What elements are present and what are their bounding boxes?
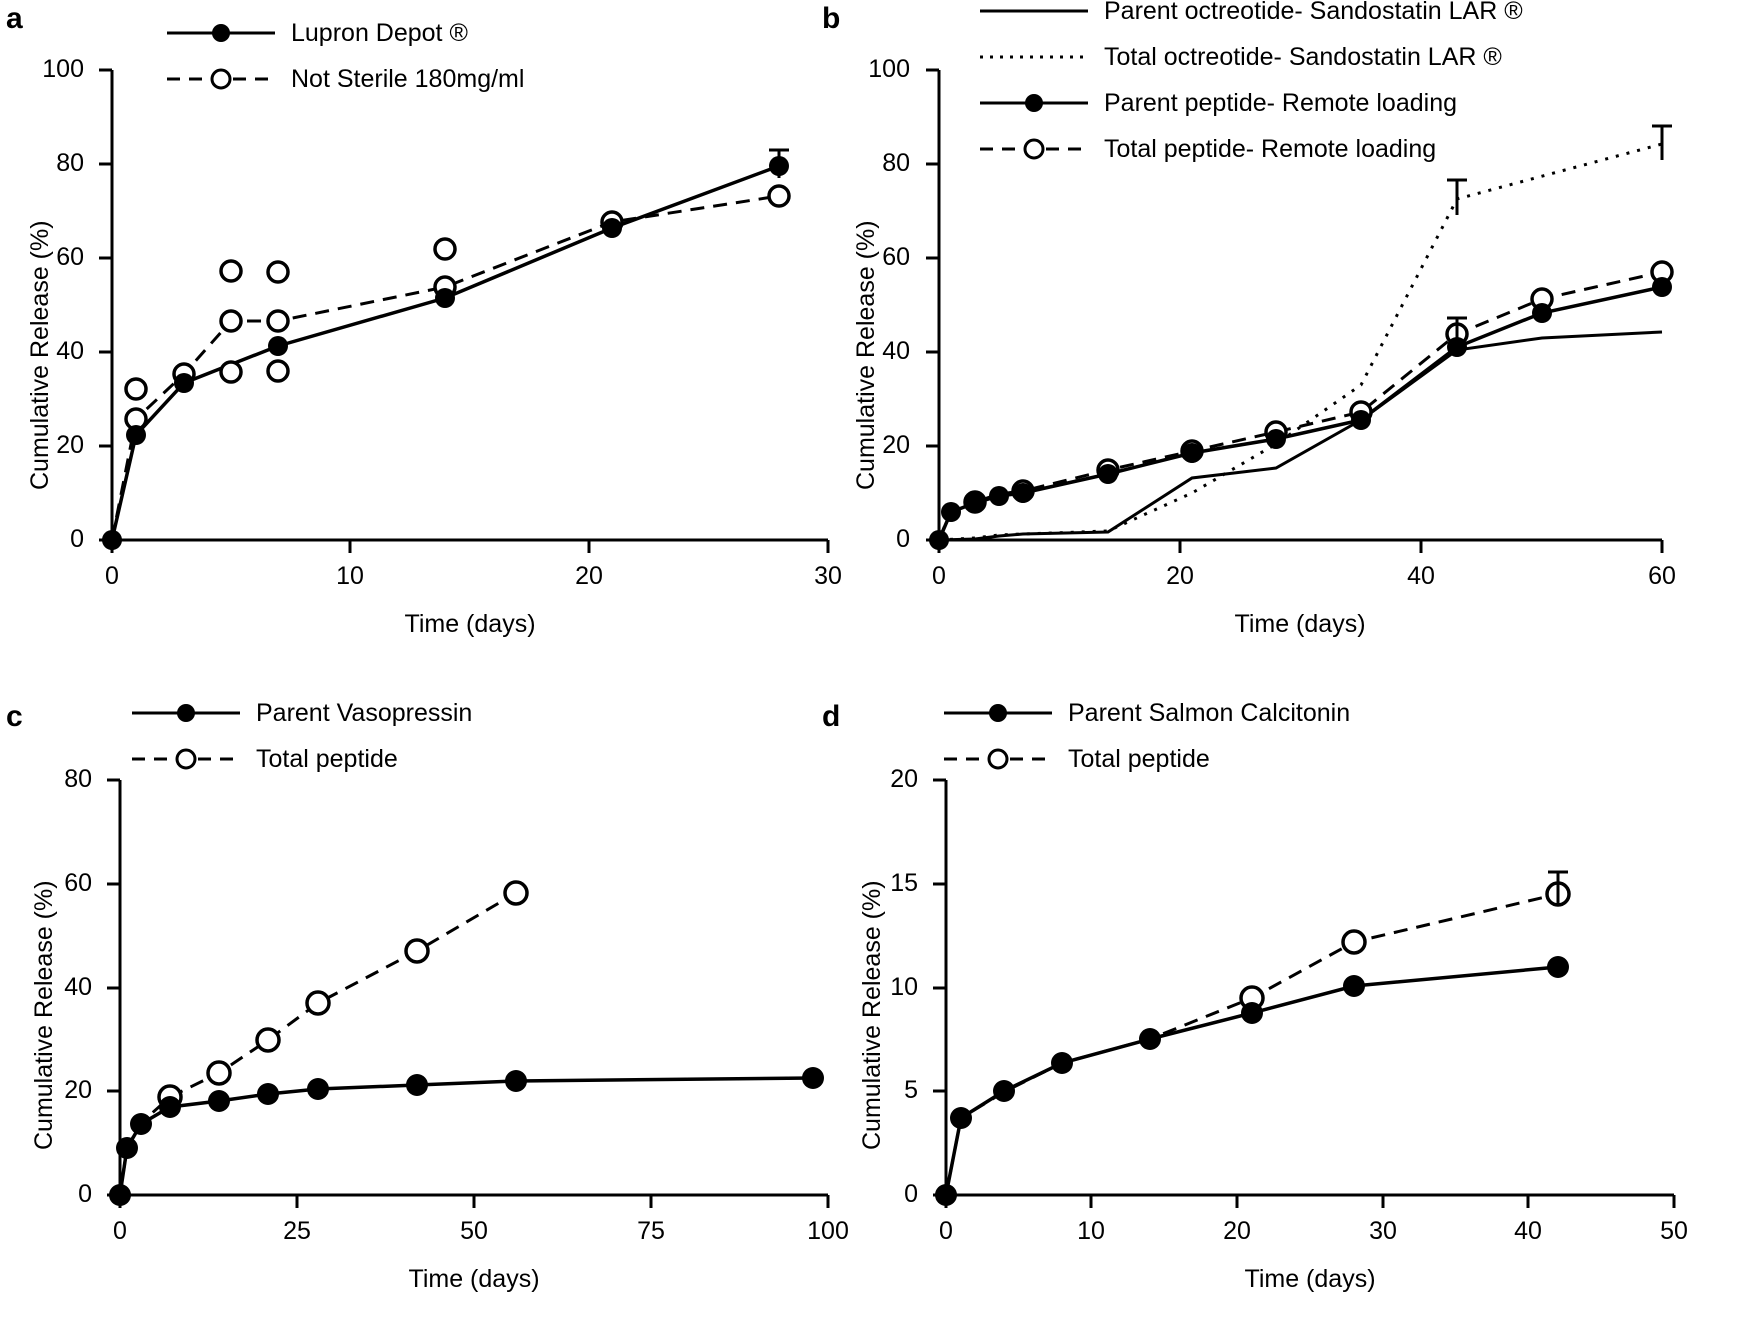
x-tick-label: 20 bbox=[1223, 1217, 1251, 1245]
series-line-total-octreotide bbox=[939, 144, 1662, 540]
y-tick-label: 40 bbox=[882, 337, 910, 365]
x-tick-label: 20 bbox=[575, 562, 603, 590]
x-tick-label: 0 bbox=[113, 1217, 127, 1245]
error-bars bbox=[1447, 126, 1672, 350]
panel-a bbox=[0, 0, 874, 640]
x-tick-label: 60 bbox=[1648, 562, 1676, 590]
x-tick-label: 50 bbox=[1660, 1217, 1688, 1245]
legend-label: Parent peptide- Remote loading bbox=[1104, 88, 1458, 117]
y-tick-label: 5 bbox=[904, 1076, 918, 1104]
x-tick-label: 25 bbox=[283, 1217, 311, 1245]
y-tick-label: 15 bbox=[890, 869, 918, 897]
y-tick-label: 100 bbox=[868, 55, 910, 83]
x-tick-label: 10 bbox=[1077, 1217, 1105, 1245]
y-tick-label: 40 bbox=[56, 337, 84, 365]
legend-label: Not Sterile 180mg/ml bbox=[291, 64, 525, 93]
y-tick-label: 80 bbox=[56, 149, 84, 177]
panel-b-letter: b bbox=[822, 2, 841, 35]
x-axis-title: Time (days) bbox=[1244, 1265, 1376, 1293]
y-tick-label: 40 bbox=[64, 973, 92, 1001]
series-line-parent-peptide bbox=[939, 287, 1662, 540]
series-markers-open bbox=[159, 882, 527, 1108]
x-axis-title: Time (days) bbox=[404, 610, 536, 638]
y-tick-label: 20 bbox=[64, 1076, 92, 1104]
x-tick-label: 0 bbox=[932, 562, 946, 590]
series-line-total-peptide bbox=[120, 893, 516, 1195]
legend-label: Lupron Depot ® bbox=[291, 18, 468, 47]
x-tick-label: 100 bbox=[807, 1217, 849, 1245]
x-axis-title: Time (days) bbox=[408, 1265, 540, 1293]
x-tick-label: 20 bbox=[1166, 562, 1194, 590]
y-axis-title: Cumulative Release (%) bbox=[858, 880, 886, 1150]
y-axis-title: Cumulative Release (%) bbox=[852, 220, 880, 490]
x-tick-label: 0 bbox=[105, 562, 119, 590]
x-tick-label: 30 bbox=[814, 562, 842, 590]
x-tick-label: 0 bbox=[939, 1217, 953, 1245]
y-tick-label: 10 bbox=[890, 973, 918, 1001]
y-axis-title: Cumulative Release (%) bbox=[26, 220, 54, 490]
panel-b-plot bbox=[874, 0, 1748, 580]
series-line-total-peptide bbox=[946, 894, 1558, 1195]
legend-label: Total peptide bbox=[256, 744, 398, 773]
legend-label: Total peptide- Remote loading bbox=[1104, 134, 1437, 163]
x-tick-label: 75 bbox=[637, 1217, 665, 1245]
y-tick-label: 0 bbox=[904, 1180, 918, 1208]
y-tick-label: 0 bbox=[78, 1180, 92, 1208]
panel-c-plot bbox=[0, 700, 874, 1260]
panel-a-plot bbox=[0, 0, 874, 580]
series-markers-open bbox=[965, 262, 1672, 512]
panel-a-letter: a bbox=[6, 2, 23, 35]
legend-label: Total octreotide- Sandostatin LAR ® bbox=[1104, 42, 1502, 71]
series-line-lupron bbox=[112, 166, 779, 540]
series-line-parent-octreotide bbox=[939, 332, 1662, 540]
x-tick-label: 30 bbox=[1369, 1217, 1397, 1245]
y-tick-label: 60 bbox=[64, 869, 92, 897]
x-tick-label: 50 bbox=[460, 1217, 488, 1245]
y-tick-label: 20 bbox=[56, 431, 84, 459]
y-tick-label: 80 bbox=[64, 765, 92, 793]
y-tick-label: 20 bbox=[890, 765, 918, 793]
series-markers-open bbox=[126, 186, 789, 429]
y-tick-label: 60 bbox=[882, 243, 910, 271]
panel-d-letter: d bbox=[822, 700, 841, 733]
panel-d-plot bbox=[874, 700, 1748, 1260]
y-axis-title: Cumulative Release (%) bbox=[30, 880, 58, 1150]
legend-label: Parent octreotide- Sandostatin LAR ® bbox=[1104, 0, 1523, 25]
x-axis-title: Time (days) bbox=[1234, 610, 1366, 638]
legend-label: Total peptide bbox=[1068, 744, 1210, 773]
y-tick-label: 20 bbox=[882, 431, 910, 459]
legend-label: Parent Vasopressin bbox=[256, 698, 473, 727]
y-tick-label: 100 bbox=[42, 55, 84, 83]
y-tick-label: 60 bbox=[56, 243, 84, 271]
panel-c bbox=[0, 700, 874, 1335]
y-tick-label: 0 bbox=[896, 525, 910, 553]
y-tick-label: 80 bbox=[882, 149, 910, 177]
series-markers-filled bbox=[102, 156, 789, 550]
x-tick-label: 40 bbox=[1514, 1217, 1542, 1245]
series-markers-filled bbox=[109, 1067, 824, 1206]
series-markers-open bbox=[1241, 883, 1569, 1009]
panel-c-letter: c bbox=[6, 700, 23, 733]
x-tick-label: 10 bbox=[336, 562, 364, 590]
x-tick-label: 40 bbox=[1407, 562, 1435, 590]
y-tick-label: 0 bbox=[70, 525, 84, 553]
series-markers-filled bbox=[929, 277, 1672, 550]
legend-label: Parent Salmon Calcitonin bbox=[1068, 698, 1351, 727]
